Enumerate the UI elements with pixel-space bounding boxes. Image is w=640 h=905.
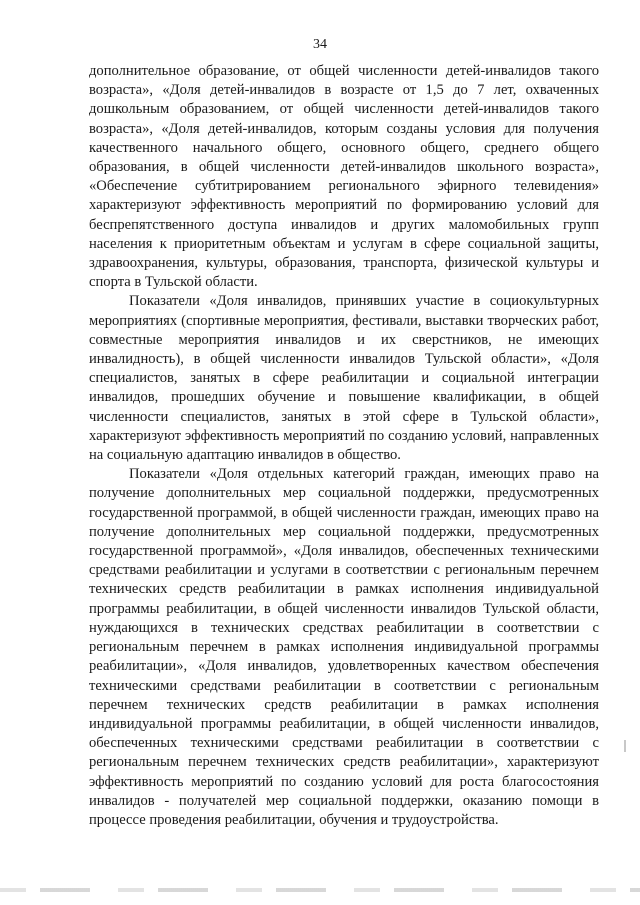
document-body [89, 62, 599, 830]
paragraph-3: Показатели «Доля отдельных категорий граждан, имеющих право на получение дополнительных мер социальной поддержки, предусмотренных государственной программой, в общей численности граждан, имеющих право на получение дополнительных мер социальной поддержки, предусмотренных государственной программой», «Доля инвалидов, обеспеченных техническими средствами реабилитации и услугами в соответствии с региональным перечнем технических средств реабилитации в рамках исполнения индивидуальной программы реабилитации, в общей численности инвалидов Тульской области, нуждающихся в технических средствах реабилитации в соответствии с региональным перечнем в рамках исполнения индивидуальной программы реабилитации», «Доля инвалидов, удовлетворенных качеством обеспечения техническими средствами реабилитации в соответствии с региональным перечнем технических средств реабилитации в рамках исполнения индивидуальной программы реабилитации, в общей численности инвалидов, обеспеченных техническими средствами реабилитации в соответствии с региональным перечнем технических средств реабилитации», характеризуют эффективность мероприятий по созданию условий для роста благосостояния инвалидов - получателей мер социальной поддержки, оказанию помощи в процессе проведения реабилитации, обучения и трудоустройства. [89, 466, 599, 828]
scan-artifact-edge [0, 888, 640, 892]
scan-artifact-mark [624, 740, 626, 752]
page-number: 34 [313, 37, 327, 52]
paragraph-1: дополнительное образование, от общей численности детей-инвалидов такого возраста», «Доля детей-инвалидов в возрасте от 1,5 до 7 лет, охваченных дошкольным образованием, от общей численности детей-инвалидов такого возраста», «Доля детей-инвалидов, которым созданы условия для получения качественного начального общего, основного общего, среднего общего образования, в общей численности детей-инвалидов школьного возраста», «Обеспечение субтитрированием регионального эфирного телевидения» характеризуют эффективность мероприятий по формированию условий для беспрепятственного доступа инвалидов и других маломобильных групп населения к приоритетным объектам и услугам в сфере социальной защиты, здравоохранения, культуры, образования, транспорта, физической культуры и спорта в Тульской области. [89, 63, 599, 291]
paragraph-2: Показатели «Доля инвалидов, принявших участие в социокультурных мероприятиях (спортивные мероприятия, фестивали, выставки творческих работ, совместные мероприятия инвалидов и их сверстников, не имеющих инвалидность), в общей численности инвалидов Тульской области», «Доля специалистов, занятых в сфере реабилитации и социальной интеграции инвалидов, прошедших обучение и повышение квалификации, в общей численности специалистов, занятых в этой сфере в Тульской области», характеризуют эффективность мероприятий по созданию условий, направленных на социальную адаптацию инвалидов в общество. [89, 293, 599, 464]
